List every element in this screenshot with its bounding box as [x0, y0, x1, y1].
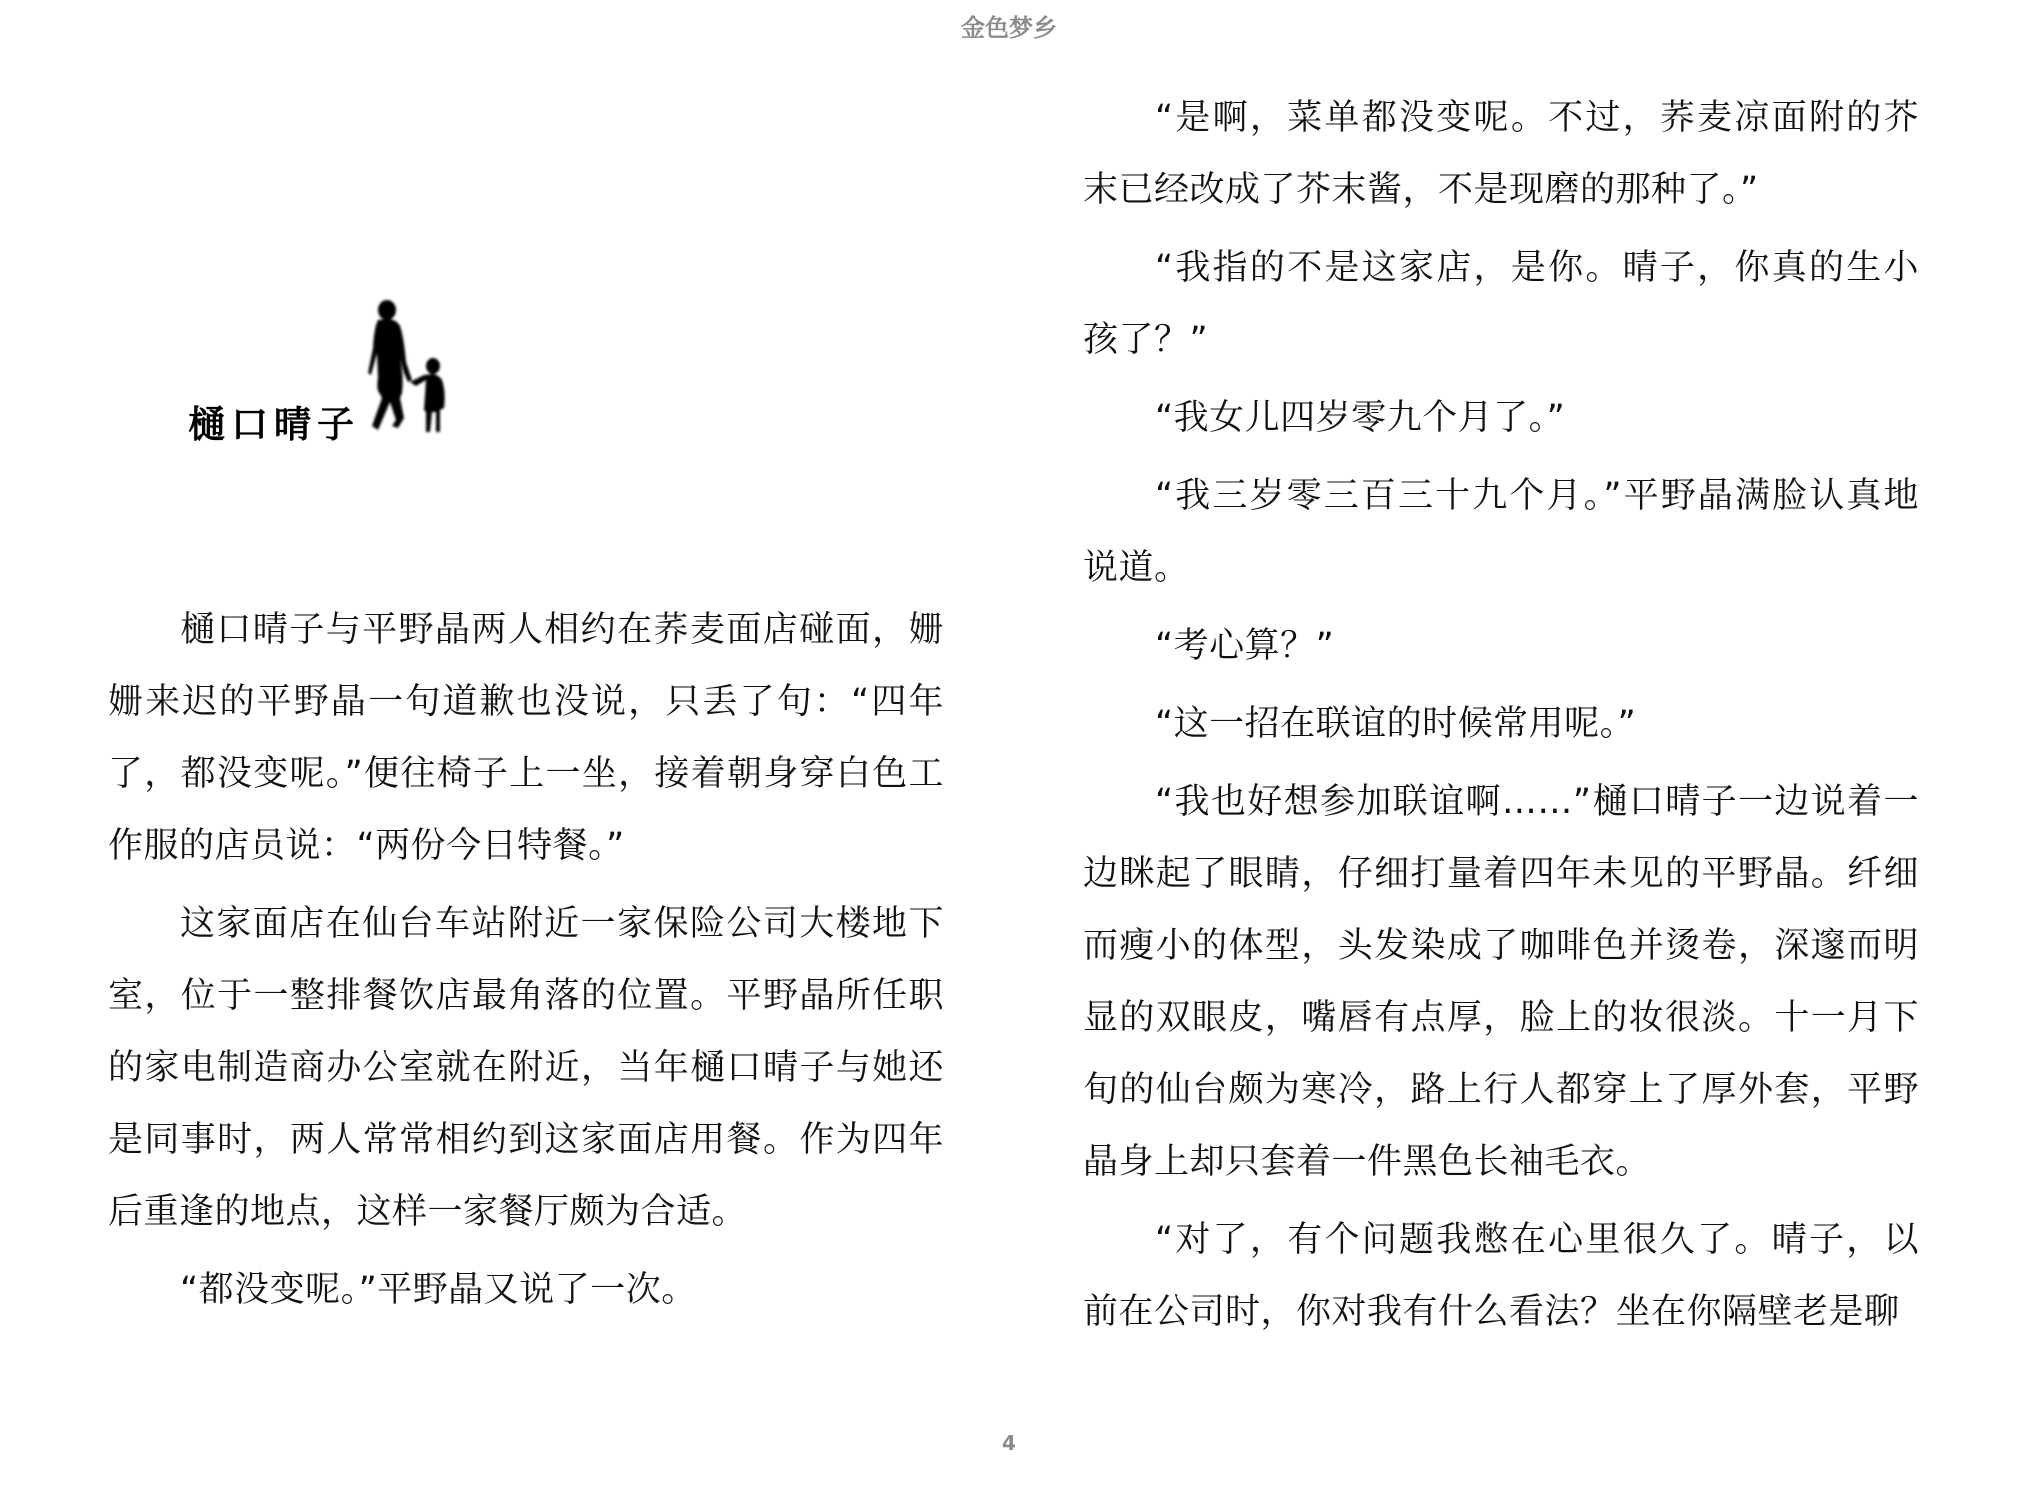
paragraph: “都没变呢。”平野晶又说了一次。 [180, 1270, 697, 1310]
page-number: 4 [1002, 1431, 1016, 1455]
paragraph: 这家面店在仙台车站附近一家保险公司大楼地下室，位于一整排餐饮店最角落的位置。平野晶所任职的家电制造商办公室就在附近，当年樋口晴子与她还是同事时，两人常常相约到这家面店用餐。作为四年后重逢的地点，这样一家餐厅颇为合适。 [108, 904, 944, 1232]
chapter-heading [188, 298, 488, 448]
running-header-book-title: 金色梦乡 [961, 14, 1057, 42]
paragraph: 樋口晴子与平野晶两人相约在荞麦面店碰面，姗姗来迟的平野晶一句道歉也没说，只丢了句：“四年了，都没变呢。”便往椅子上一坐，接着朝身穿白色工作服的店员说：“两份今日特餐。” [108, 610, 944, 866]
right-text-column [1083, 82, 1919, 1354]
mother-child-silhouette-icon [360, 298, 460, 438]
paragraph: “对了，有个问题我憋在心里很久了。晴子，以前在公司时，你对我有什么看法？坐在你隔壁老是聊 [1083, 1220, 1919, 1332]
paragraph: “我指的不是这家店，是你。晴子，你真的生小孩了？” [1083, 248, 1919, 360]
paragraph: “是啊，菜单都没变呢。不过，荞麦凉面附的芥末已经改成了芥末酱，不是现磨的那种了。” [1083, 98, 1919, 210]
paragraph: “考心算？” [1155, 626, 1335, 666]
left-text-column [108, 594, 944, 1332]
paragraph: “我三岁零三百三十九个月。”平野晶满脸认真地说道。 [1083, 476, 1919, 588]
chapter-title: 樋口晴子 [188, 402, 360, 446]
paragraph: “我女儿四岁零九个月了。” [1155, 398, 1566, 438]
paragraph: “这一招在联谊的时候常用呢。” [1155, 704, 1637, 744]
paragraph: “我也好想参加联谊啊……”樋口晴子一边说着一边眯起了眼睛，仔细打量着四年未见的平野晶。纤细而瘦小的体型，头发染成了咖啡色并烫卷，深邃而明显的双眼皮，嘴唇有点厚，脸上的妆很淡。十一月下旬的仙台颇为寒冷，路上行人都穿上了厚外套，平野晶身上却只套着一件黑色长袖毛衣。 [1083, 782, 1919, 1182]
